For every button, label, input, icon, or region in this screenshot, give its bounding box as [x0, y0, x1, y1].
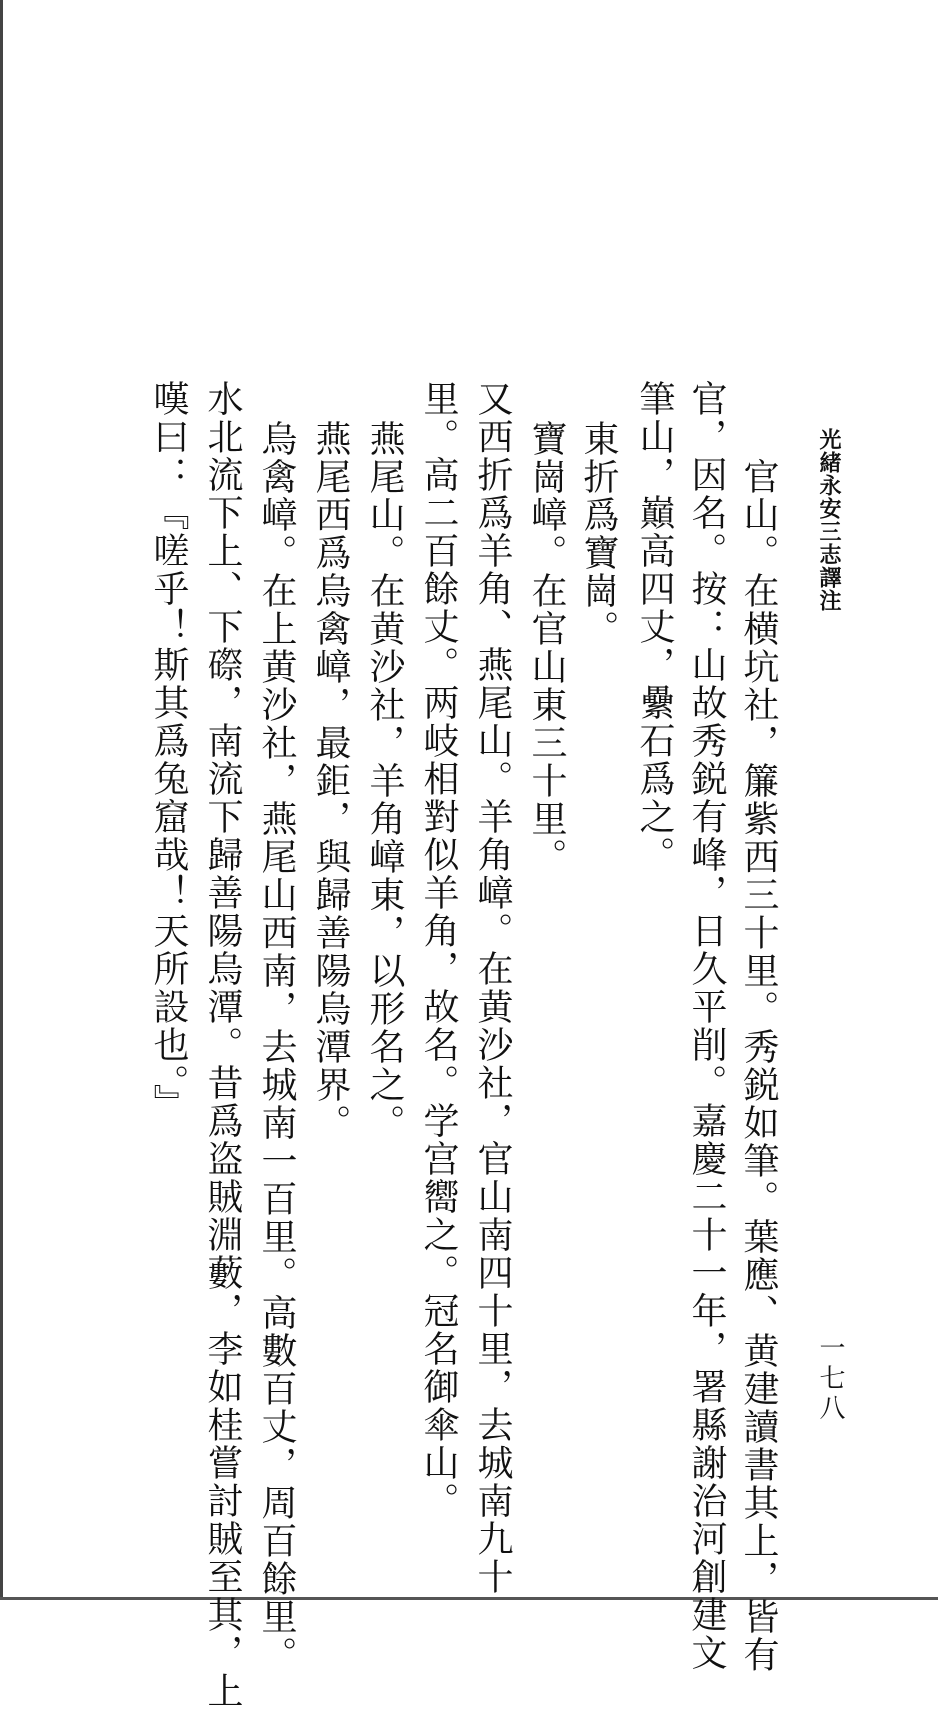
- text-column-3: 筆山，巔高四丈，纍石爲之。: [634, 380, 675, 874]
- running-head: 光緒永安三志譯注: [816, 428, 842, 612]
- text-column-1: 官山。在横坑社，簾紫西三十里。秀鋭如筆。葉應、黄建讀書其上，皆有: [738, 458, 779, 1674]
- text-column-10: 烏禽嶂。在上黄沙社，燕尾山西南，去城南一百里。高數百丈，周百餘里。: [256, 420, 297, 1674]
- text-column-8: 燕尾山。在黄沙社，羊角嶂東，以形名之。: [364, 420, 405, 1142]
- text-column-11: 水北流下上、下磜，南流下歸善陽烏潭。昔爲盗賊淵藪，李如桂嘗討賊至其，上: [202, 380, 243, 1710]
- page-number: 一七八: [815, 1334, 845, 1424]
- text-column-4: 東折爲寶崗。: [578, 420, 619, 648]
- text-column-5: 寶崗嶂。在官山東三十里。: [526, 420, 567, 876]
- text-column-2: 官，因名。按：山故秀鋭有峰，日久平削。嘉慶二十一年，署縣謝治河創建文: [686, 380, 727, 1672]
- text-column-9: 燕尾西爲烏禽嶂，最鉅，與歸善陽烏潭界。: [310, 420, 351, 1142]
- text-column-12: 嘆曰：『嗟乎！斯其爲兔窟哉！天所設也。』: [148, 380, 189, 1122]
- binding-edge: [0, 0, 3, 1600]
- text-column-7: 里。高二百餘丈。两岐相對似羊角，故名。学宫嚮之。冠名御傘山。: [418, 380, 459, 1520]
- text-column-6: 又西折爲羊角、燕尾山。羊角嶂。在黄沙社，官山南四十里，去城南九十: [472, 380, 513, 1596]
